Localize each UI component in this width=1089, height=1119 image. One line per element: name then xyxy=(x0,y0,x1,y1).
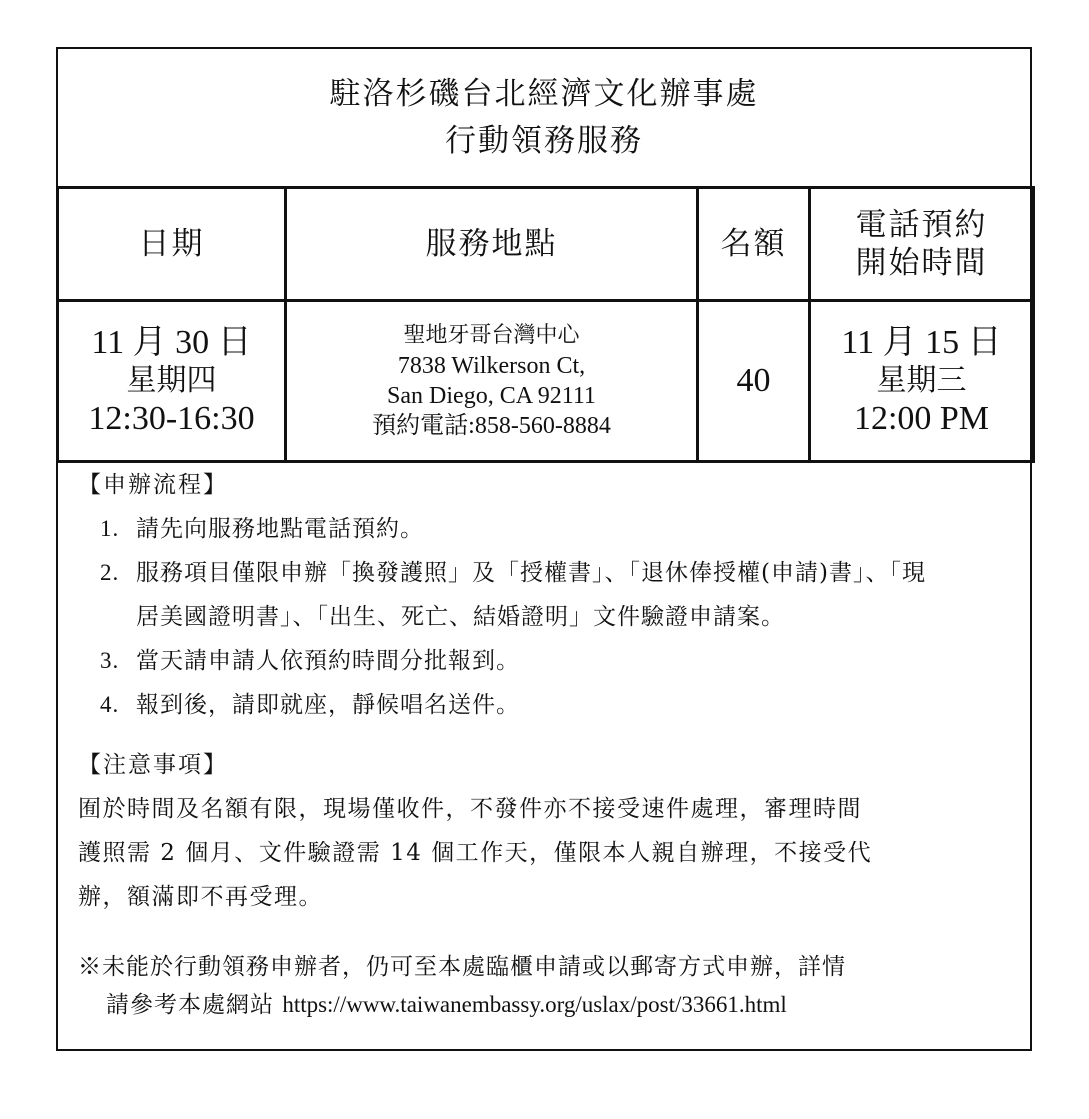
title-block xyxy=(58,49,1030,186)
step-text: 當天請申請人依預約時間分批報到。 xyxy=(136,648,520,674)
step-number: 4. xyxy=(100,692,120,717)
step-number: 2. xyxy=(100,560,120,585)
step-text: 請先向服務地點電話預約。 xyxy=(136,516,424,542)
date-time: 12:30-16:30 xyxy=(88,400,255,437)
footer-line1: ※未能於行動領務申辦者，仍可至本處臨櫃申請或以郵寄方式申辦，詳情 xyxy=(78,954,846,980)
list-item xyxy=(78,507,1030,551)
header-booking-line1: 電話預約 xyxy=(855,207,988,243)
step-text-continued: 居美國證明書」、「出生、死亡、結婚證明」文件驗證申請案。 xyxy=(136,604,785,630)
notes-line1: 囿於時間及名額有限，現場僅收件，不發件亦不接受速件處理，審理時間 xyxy=(78,796,862,822)
location-phone: 預約電話:858-560-8884 xyxy=(372,413,611,439)
schedule-table xyxy=(56,186,1035,463)
footer-line2-prefix: 請參考本處網站 xyxy=(106,992,283,1018)
footer-note xyxy=(78,949,1020,1024)
notes-line3: 辦，額滿即不再受理。 xyxy=(78,884,323,910)
header-location: 服務地點 xyxy=(286,188,698,301)
process-section xyxy=(78,463,1030,727)
process-steps xyxy=(78,507,1030,727)
process-title: 【申辦流程】 xyxy=(78,472,228,498)
header-booking-time xyxy=(810,188,1034,301)
list-item xyxy=(78,683,1030,727)
cell-booking-time xyxy=(810,301,1034,462)
step-text: 服務項目僅限申辦「換發護照」及「授權書」、「退休俸授權(申請)書」、「現 xyxy=(136,560,926,586)
date-weekday: 星期四 xyxy=(126,363,217,398)
step-number: 3. xyxy=(100,648,120,673)
table-row xyxy=(58,301,1034,462)
notes-section xyxy=(78,743,1030,919)
date-line1: 11 月 30 日 xyxy=(91,324,252,361)
footer-line2 xyxy=(78,986,1020,1024)
cell-quota: 40 xyxy=(698,301,810,462)
notes-title: 【注意事項】 xyxy=(78,752,228,778)
location-address-line2: San Diego, CA 92111 xyxy=(387,383,596,409)
header-date: 日期 xyxy=(58,188,286,301)
location-name: 聖地牙哥台灣中心 xyxy=(403,323,580,348)
notes-line2: 護照需 2 個月、文件驗證需 14 個工作天，僅限本人親自辦理，不接受代 xyxy=(78,840,873,866)
booking-time: 12:00 PM xyxy=(853,400,990,437)
cell-location xyxy=(286,301,698,462)
cell-date xyxy=(58,301,286,462)
booking-weekday: 星期三 xyxy=(876,363,967,398)
table-header-row xyxy=(58,188,1034,301)
service-title: 行動領務服務 xyxy=(445,123,643,159)
header-quota: 名額 xyxy=(698,188,810,301)
header-booking-line2: 開始時間 xyxy=(855,245,988,281)
website-link[interactable]: https://www.taiwanembassy.org/uslax/post/33661.html xyxy=(282,992,787,1017)
list-item xyxy=(78,639,1030,683)
office-title: 駐洛杉磯台北經濟文化辦事處 xyxy=(329,76,759,112)
service-notice-document xyxy=(56,47,1032,1051)
booking-date: 11 月 15 日 xyxy=(841,324,1002,361)
list-item xyxy=(78,551,1030,639)
location-address-line1: 7838 Wilkerson Ct, xyxy=(397,353,586,379)
step-text: 報到後，請即就座，靜候唱名送件。 xyxy=(136,692,520,718)
step-number: 1. xyxy=(100,516,120,541)
